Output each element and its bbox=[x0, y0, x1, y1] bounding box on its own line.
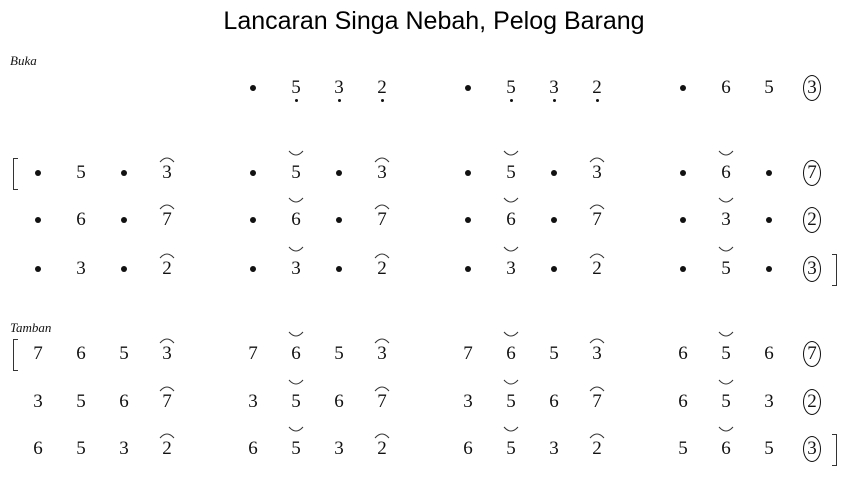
note bbox=[711, 73, 741, 103]
note-digit: 2 bbox=[162, 438, 172, 459]
gong-circle-mark bbox=[803, 341, 821, 367]
kempul-note bbox=[281, 387, 311, 417]
note-digit: 7 bbox=[807, 343, 817, 364]
note bbox=[539, 73, 569, 103]
note-digit: 7 bbox=[162, 209, 172, 230]
note-digit: 3 bbox=[334, 77, 344, 98]
kempul-note bbox=[496, 434, 526, 464]
rest-dot-mark bbox=[250, 85, 256, 91]
kenong-note bbox=[152, 339, 182, 369]
low-octave-dot bbox=[553, 99, 556, 102]
rest-dot bbox=[668, 205, 698, 235]
gong-note bbox=[797, 158, 827, 188]
kenong-note bbox=[152, 158, 182, 188]
note-digit: 2 bbox=[377, 258, 387, 279]
rest-dot-mark bbox=[336, 170, 342, 176]
note bbox=[754, 73, 784, 103]
note-digit: 6 bbox=[248, 438, 258, 459]
note-digit: 3 bbox=[463, 391, 473, 412]
note-digit: 7 bbox=[592, 209, 602, 230]
kempul-note bbox=[711, 387, 741, 417]
note-digit: 5 bbox=[76, 391, 86, 412]
note bbox=[539, 434, 569, 464]
rest-dot-mark bbox=[121, 170, 127, 176]
note-digit: 6 bbox=[33, 438, 43, 459]
rest-dot bbox=[238, 158, 268, 188]
note-digit: 3 bbox=[119, 438, 129, 459]
kempul-note bbox=[496, 205, 526, 235]
rest-dot-mark bbox=[766, 170, 772, 176]
note-digit: 3 bbox=[334, 438, 344, 459]
note bbox=[453, 434, 483, 464]
note-digit: 6 bbox=[291, 209, 301, 230]
kempul-arc-mark bbox=[503, 197, 519, 205]
rest-dot bbox=[453, 254, 483, 284]
notation-row bbox=[0, 339, 868, 369]
note-digit: 5 bbox=[678, 438, 688, 459]
rest-dot-mark bbox=[680, 85, 686, 91]
note-digit: 6 bbox=[506, 209, 516, 230]
rest-dot bbox=[23, 205, 53, 235]
note-digit: 7 bbox=[463, 343, 473, 364]
kempul-note bbox=[281, 205, 311, 235]
note-digit: 5 bbox=[764, 438, 774, 459]
kenong-arc-mark bbox=[159, 155, 175, 163]
kempul-note bbox=[496, 387, 526, 417]
gong-circle-mark bbox=[803, 75, 821, 101]
note bbox=[539, 387, 569, 417]
rest-dot-mark bbox=[250, 266, 256, 272]
note-digit: 3 bbox=[162, 343, 172, 364]
page-title: Lancaran Singa Nebah, Pelog Barang bbox=[223, 7, 645, 35]
rest-dot bbox=[453, 158, 483, 188]
note-digit: 2 bbox=[592, 77, 602, 98]
kenong-note bbox=[582, 434, 612, 464]
note-digit: 3 bbox=[162, 162, 172, 183]
note-digit: 2 bbox=[162, 258, 172, 279]
kenong-arc-mark bbox=[374, 155, 390, 163]
rest-dot-mark bbox=[680, 266, 686, 272]
kenong-arc-mark bbox=[159, 336, 175, 344]
kempul-arc-mark bbox=[503, 379, 519, 387]
kempul-arc-mark bbox=[718, 150, 734, 158]
rest-dot-mark bbox=[465, 266, 471, 272]
rest-dot bbox=[324, 254, 354, 284]
note-digit: 2 bbox=[807, 209, 817, 230]
note-digit: 6 bbox=[76, 343, 86, 364]
gong-note bbox=[797, 339, 827, 369]
rest-dot-mark bbox=[680, 217, 686, 223]
rest-dot bbox=[238, 254, 268, 284]
buka-row bbox=[0, 73, 868, 103]
note-digit: 3 bbox=[807, 77, 817, 98]
rest-dot bbox=[109, 254, 139, 284]
rest-dot-mark bbox=[336, 266, 342, 272]
repeat-start-bracket bbox=[13, 339, 18, 371]
note-digit: 3 bbox=[721, 209, 731, 230]
note bbox=[23, 339, 53, 369]
note-digit: 6 bbox=[291, 343, 301, 364]
gong-circle-mark bbox=[803, 436, 821, 462]
rest-dot-mark bbox=[35, 170, 41, 176]
kempul-note bbox=[711, 158, 741, 188]
note-digit: 5 bbox=[721, 343, 731, 364]
note-digit: 3 bbox=[807, 438, 817, 459]
note bbox=[238, 434, 268, 464]
kenong-arc-mark bbox=[589, 431, 605, 439]
rest-dot-mark bbox=[121, 217, 127, 223]
note bbox=[66, 339, 96, 369]
gong-note bbox=[797, 254, 827, 284]
note-digit: 6 bbox=[119, 391, 129, 412]
note bbox=[582, 73, 612, 103]
rest-dot bbox=[754, 158, 784, 188]
note bbox=[66, 254, 96, 284]
rest-dot bbox=[238, 205, 268, 235]
note-digit: 3 bbox=[549, 77, 559, 98]
rest-dot bbox=[324, 158, 354, 188]
notation-row bbox=[0, 205, 868, 235]
repeat-start-bracket bbox=[13, 158, 18, 190]
rest-dot bbox=[453, 205, 483, 235]
kempul-note bbox=[711, 339, 741, 369]
note-digit: 6 bbox=[678, 343, 688, 364]
note-digit: 2 bbox=[377, 77, 387, 98]
rest-dot bbox=[754, 254, 784, 284]
note-digit: 3 bbox=[377, 343, 387, 364]
kempul-note bbox=[281, 158, 311, 188]
note bbox=[109, 387, 139, 417]
note bbox=[66, 387, 96, 417]
kenong-note bbox=[582, 158, 612, 188]
repeat-end-bracket bbox=[832, 434, 837, 466]
note-digit: 3 bbox=[291, 258, 301, 279]
notation-row bbox=[0, 434, 868, 464]
gong-note bbox=[797, 434, 827, 464]
kenong-arc-mark bbox=[159, 384, 175, 392]
note-digit: 5 bbox=[119, 343, 129, 364]
note-digit: 5 bbox=[291, 438, 301, 459]
kenong-note bbox=[582, 205, 612, 235]
kempul-arc-mark bbox=[718, 426, 734, 434]
note bbox=[324, 434, 354, 464]
note bbox=[668, 434, 698, 464]
note-digit: 5 bbox=[721, 391, 731, 412]
kenong-note bbox=[367, 339, 397, 369]
note bbox=[453, 339, 483, 369]
kempul-note bbox=[711, 254, 741, 284]
note-digit: 3 bbox=[592, 162, 602, 183]
note-digit: 5 bbox=[721, 258, 731, 279]
note-digit: 5 bbox=[506, 391, 516, 412]
note bbox=[668, 387, 698, 417]
kenong-arc-mark bbox=[374, 251, 390, 259]
gong-circle-mark bbox=[803, 389, 821, 415]
rest-dot-mark bbox=[465, 85, 471, 91]
kempul-arc-mark bbox=[718, 379, 734, 387]
note-digit: 6 bbox=[721, 77, 731, 98]
kenong-arc-mark bbox=[374, 431, 390, 439]
kenong-arc-mark bbox=[159, 431, 175, 439]
kempul-arc-mark bbox=[288, 379, 304, 387]
kempul-arc-mark bbox=[718, 331, 734, 339]
low-octave-dot bbox=[338, 99, 341, 102]
kenong-arc-mark bbox=[159, 202, 175, 210]
note-digit: 5 bbox=[291, 162, 301, 183]
kenong-note bbox=[152, 254, 182, 284]
kenong-arc-mark bbox=[589, 384, 605, 392]
note-digit: 2 bbox=[592, 258, 602, 279]
rest-dot bbox=[23, 158, 53, 188]
kenong-arc-mark bbox=[589, 202, 605, 210]
note-digit: 6 bbox=[549, 391, 559, 412]
rest-dot bbox=[109, 205, 139, 235]
kenong-note bbox=[152, 434, 182, 464]
note-digit: 6 bbox=[506, 343, 516, 364]
note bbox=[238, 339, 268, 369]
kenong-arc-mark bbox=[589, 336, 605, 344]
kenong-note bbox=[582, 339, 612, 369]
note bbox=[754, 434, 784, 464]
rest-dot-mark bbox=[250, 217, 256, 223]
rest-dot bbox=[539, 158, 569, 188]
note-digit: 5 bbox=[764, 77, 774, 98]
rest-dot-mark bbox=[465, 170, 471, 176]
low-octave-dot bbox=[596, 99, 599, 102]
note-digit: 6 bbox=[678, 391, 688, 412]
note bbox=[23, 387, 53, 417]
rest-dot bbox=[453, 73, 483, 103]
kempul-arc-mark bbox=[288, 246, 304, 254]
kempul-note bbox=[281, 254, 311, 284]
kempul-note bbox=[496, 158, 526, 188]
gong-note bbox=[797, 73, 827, 103]
rest-dot bbox=[668, 73, 698, 103]
note-digit: 3 bbox=[377, 162, 387, 183]
gong-note bbox=[797, 387, 827, 417]
note-digit: 3 bbox=[592, 343, 602, 364]
note-digit: 7 bbox=[377, 209, 387, 230]
rest-dot-mark bbox=[336, 217, 342, 223]
kenong-arc-mark bbox=[374, 384, 390, 392]
note-digit: 3 bbox=[506, 258, 516, 279]
note-digit: 3 bbox=[248, 391, 258, 412]
rest-dot-mark bbox=[551, 217, 557, 223]
note bbox=[109, 434, 139, 464]
note-digit: 5 bbox=[549, 343, 559, 364]
note bbox=[66, 205, 96, 235]
rest-dot bbox=[23, 254, 53, 284]
note bbox=[324, 339, 354, 369]
section-label-tamban: Tamban bbox=[10, 320, 52, 335]
note-digit: 3 bbox=[549, 438, 559, 459]
rest-dot-mark bbox=[35, 217, 41, 223]
note-digit: 2 bbox=[592, 438, 602, 459]
kempul-note bbox=[496, 254, 526, 284]
note-digit: 3 bbox=[33, 391, 43, 412]
rest-dot-mark bbox=[551, 266, 557, 272]
rest-dot-mark bbox=[35, 266, 41, 272]
rest-dot-mark bbox=[465, 217, 471, 223]
note-digit: 5 bbox=[291, 391, 301, 412]
note-digit: 5 bbox=[76, 438, 86, 459]
note-digit: 6 bbox=[721, 162, 731, 183]
kenong-arc-mark bbox=[159, 251, 175, 259]
note bbox=[66, 434, 96, 464]
kenong-note bbox=[367, 205, 397, 235]
note bbox=[754, 387, 784, 417]
rest-dot bbox=[539, 254, 569, 284]
note-digit: 2 bbox=[807, 391, 817, 412]
note bbox=[23, 434, 53, 464]
note-digit: 5 bbox=[506, 77, 516, 98]
gong-circle-mark bbox=[803, 207, 821, 233]
kenong-note bbox=[582, 254, 612, 284]
note-digit: 2 bbox=[377, 438, 387, 459]
note bbox=[453, 387, 483, 417]
notation-row bbox=[0, 158, 868, 188]
kenong-note bbox=[582, 387, 612, 417]
note bbox=[238, 387, 268, 417]
kempul-arc-mark bbox=[288, 150, 304, 158]
kempul-arc-mark bbox=[718, 197, 734, 205]
repeat-end-bracket bbox=[832, 254, 837, 286]
section-label-buka: Buka bbox=[10, 53, 37, 68]
kenong-note bbox=[367, 158, 397, 188]
note-digit: 7 bbox=[162, 391, 172, 412]
low-octave-dot bbox=[510, 99, 513, 102]
note bbox=[324, 73, 354, 103]
kempul-note bbox=[711, 434, 741, 464]
gong-note bbox=[797, 205, 827, 235]
note bbox=[496, 73, 526, 103]
rest-dot-mark bbox=[680, 170, 686, 176]
note bbox=[539, 339, 569, 369]
low-octave-dot bbox=[381, 99, 384, 102]
kempul-note bbox=[281, 434, 311, 464]
gong-circle-mark bbox=[803, 256, 821, 282]
notation-row bbox=[0, 387, 868, 417]
kempul-arc-mark bbox=[503, 246, 519, 254]
note bbox=[668, 339, 698, 369]
note bbox=[281, 73, 311, 103]
kenong-note bbox=[152, 387, 182, 417]
rest-dot-mark bbox=[250, 170, 256, 176]
kempul-note bbox=[711, 205, 741, 235]
kempul-note bbox=[281, 339, 311, 369]
note bbox=[367, 73, 397, 103]
kempul-arc-mark bbox=[503, 426, 519, 434]
kenong-arc-mark bbox=[589, 251, 605, 259]
rest-dot bbox=[668, 158, 698, 188]
kenong-note bbox=[367, 434, 397, 464]
notation-row bbox=[0, 254, 868, 284]
note-digit: 6 bbox=[721, 438, 731, 459]
note-digit: 5 bbox=[334, 343, 344, 364]
kempul-arc-mark bbox=[503, 150, 519, 158]
rest-dot-mark bbox=[121, 266, 127, 272]
kenong-arc-mark bbox=[374, 336, 390, 344]
note-digit: 6 bbox=[764, 343, 774, 364]
kenong-note bbox=[367, 387, 397, 417]
note-digit: 3 bbox=[807, 258, 817, 279]
note bbox=[109, 339, 139, 369]
note-digit: 5 bbox=[291, 77, 301, 98]
note-digit: 3 bbox=[764, 391, 774, 412]
low-octave-dot bbox=[295, 99, 298, 102]
note bbox=[324, 387, 354, 417]
note bbox=[66, 158, 96, 188]
gong-circle-mark bbox=[803, 160, 821, 186]
note-digit: 6 bbox=[334, 391, 344, 412]
note-digit: 7 bbox=[377, 391, 387, 412]
note bbox=[754, 339, 784, 369]
note-digit: 6 bbox=[76, 209, 86, 230]
rest-dot-mark bbox=[766, 266, 772, 272]
note-digit: 7 bbox=[33, 343, 43, 364]
note-digit: 7 bbox=[807, 162, 817, 183]
rest-dot-mark bbox=[551, 170, 557, 176]
kempul-arc-mark bbox=[503, 331, 519, 339]
kempul-arc-mark bbox=[288, 197, 304, 205]
rest-dot-mark bbox=[766, 217, 772, 223]
kempul-arc-mark bbox=[288, 426, 304, 434]
kenong-note bbox=[152, 205, 182, 235]
kenong-note bbox=[367, 254, 397, 284]
note-digit: 7 bbox=[248, 343, 258, 364]
note-digit: 5 bbox=[76, 162, 86, 183]
rest-dot bbox=[668, 254, 698, 284]
rest-dot bbox=[539, 205, 569, 235]
rest-dot bbox=[754, 205, 784, 235]
rest-dot bbox=[238, 73, 268, 103]
note-digit: 5 bbox=[506, 438, 516, 459]
rest-dot bbox=[324, 205, 354, 235]
kempul-arc-mark bbox=[718, 246, 734, 254]
note-digit: 7 bbox=[592, 391, 602, 412]
rest-dot bbox=[109, 158, 139, 188]
note-digit: 3 bbox=[76, 258, 86, 279]
kempul-arc-mark bbox=[288, 331, 304, 339]
kempul-note bbox=[496, 339, 526, 369]
note-digit: 6 bbox=[463, 438, 473, 459]
note-digit: 5 bbox=[506, 162, 516, 183]
kenong-arc-mark bbox=[589, 155, 605, 163]
kenong-arc-mark bbox=[374, 202, 390, 210]
